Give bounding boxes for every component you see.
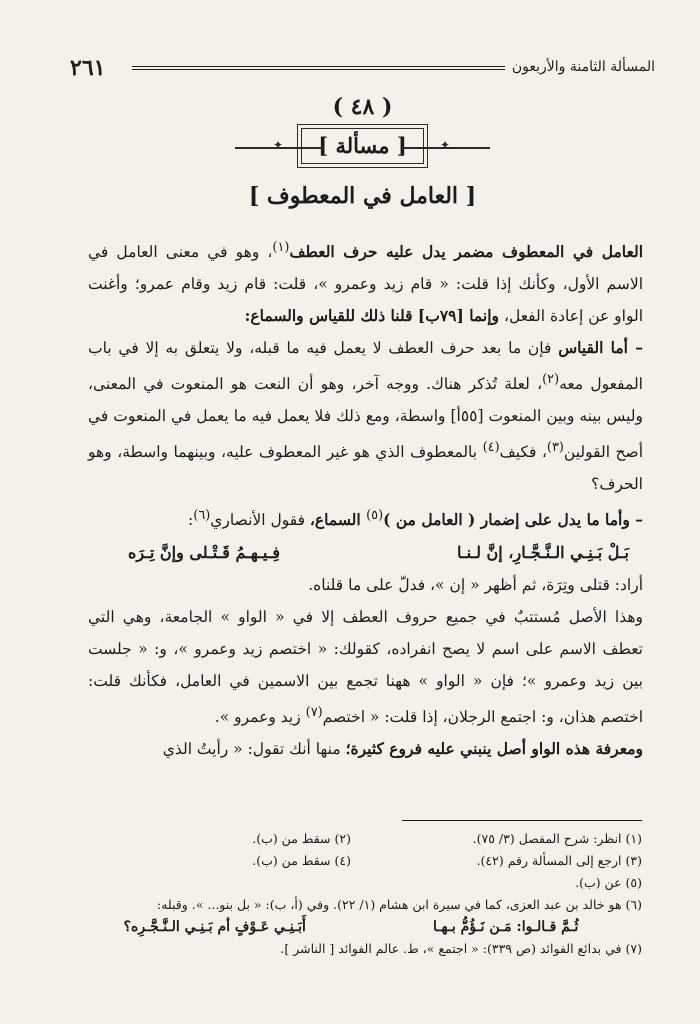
masala-heading bbox=[70, 128, 655, 168]
footnote-ref: (٣) bbox=[546, 440, 564, 456]
footnote-ref: (٢) bbox=[542, 372, 560, 388]
p2-lead: – أما القياس bbox=[558, 338, 643, 358]
running-title: المسألة الثامنة والأربعون bbox=[511, 59, 655, 75]
fn-verse-first-hemistich: ثُـمَّ قـالـوا: مَـن نَـؤُمُّ بـهـا bbox=[432, 919, 579, 935]
p3-colon: : bbox=[188, 511, 194, 530]
p3-bold: السماع، bbox=[309, 510, 367, 530]
p1-bold: العامل في المعطوف مضمر يدل عليه حرف العطف bbox=[289, 242, 644, 262]
p5-text: وهذا الأصل مُستتبٌ في جميع حروف العطف إلا في « الواو » الجامعة، وهي التي تعطف الاسم على اسم لا يصح انفراده، كقولك: « اختصم زيد وعمرو »، و: « جلست بين زيد وعمرو »؛ فإن « الواو » ههنا تجمع بين الاسمين في العامل، فكأنك قلت: اختصم هذان، و: اجتمع الرجلان، إذا قلت: « اختصم bbox=[88, 607, 643, 726]
p5-text-end: زيد وعمرو ». bbox=[214, 707, 306, 726]
p6-bold: ومعرفة هذه الواو أصل ينبني عليه فروع كثيرة؛ bbox=[345, 738, 643, 758]
footnote-row bbox=[60, 828, 642, 850]
footnote-row bbox=[60, 850, 642, 872]
p1-text: ، وهو في معنى العامل في الاسم الأول، وكأنك إذا قلت: « قام زيد وعمرو »، قلت: قام زيد وقام عمرو؛ وأغنت الواو عن إعادة الفعل، bbox=[88, 243, 643, 326]
footnote-5: (٥) عن (ب). bbox=[575, 875, 642, 890]
ornament-right bbox=[402, 147, 490, 149]
verse-first-hemistich: بَـلْ بَـنِـي الـنَّـجَّـارِ، إنَّ لـنـا bbox=[457, 542, 629, 562]
p2-text: فإن ما بعد حرف العطف لا يعمل فيه ما قبله، ولا يتعلق به إلا في باب المفعول معه bbox=[88, 339, 643, 394]
footnotes bbox=[60, 828, 642, 960]
paragraph-6 bbox=[88, 733, 643, 765]
footnote-4: (٤) سقط من (ب). bbox=[252, 853, 351, 868]
footnote-6: (٦) هو خالد بن عبد العزى، كما في سيرة ابن هشام (١/ ٢٢). وفي (أ، ب): « بل بنو... ». وقبله: bbox=[156, 897, 642, 912]
paragraph-3 bbox=[88, 500, 643, 536]
p4-text: أراد: قتلى وتِرَة، ثم أظهر « إن »، فدلّ على ما قلناه. bbox=[308, 575, 643, 594]
header-rule bbox=[132, 66, 505, 70]
fn-verse-second-hemistich: أَبَـنِـي عَـوْفٍ أم بَـنِـي الـنَّـجَّـرِه؟ bbox=[123, 919, 306, 935]
p2-text-4: بالمعطوف الذي هو غير المعطوف عليه، وبينهما واسطة، وهو الحرف؟ bbox=[88, 443, 643, 494]
topic-title: [ العامل في المعطوف ] bbox=[248, 183, 477, 209]
paragraph-2 bbox=[88, 332, 643, 500]
p2-text-2: ، لعلة تُذكر هناك. ووجه آخر، وهو أن النعت هو المنعوت في المعنى، وليس بينه وبين المنعوت [٥٥أ] واسطة، ومع ذلك فلا يعمل فيه ما يعمل في المنعوت في أصح القولين bbox=[88, 375, 644, 462]
p2-text-3: ، فكيف bbox=[499, 443, 547, 462]
running-header bbox=[70, 54, 655, 84]
verse-second-hemistich: فِـيـهـمُ قَـتْـلى وإنَّ تِـرَه bbox=[128, 542, 281, 562]
footnote-ref: (١) bbox=[272, 240, 290, 255]
issue-number: ( ٤٨ ) bbox=[332, 94, 393, 120]
paragraph-5 bbox=[88, 601, 643, 733]
footnote-verse bbox=[60, 916, 642, 938]
paragraph-1 bbox=[88, 232, 643, 332]
footnote-1: (١) انظر: شرح المفصل (٣/ ٧٥). bbox=[472, 831, 642, 846]
page-number: ٢٦١ bbox=[70, 55, 106, 81]
footnote-ref: (٦) bbox=[193, 508, 211, 524]
footnote-7: (٧) في بدائع الفوائد (ص ٣٣٩): « اجتمع »، ط. عالم الفوائد [ الناشر ]. bbox=[280, 941, 642, 956]
body-text bbox=[88, 232, 643, 765]
footnote-3: (٣) ارجع إلى المسألة رقم (٤٢). bbox=[476, 853, 642, 868]
footnote-ref: (٧) bbox=[305, 704, 323, 720]
footnote-ref: (٥) bbox=[366, 508, 384, 524]
p3-lead: – وأما ما يدل على إضمار ( العامل من ) bbox=[383, 510, 643, 530]
p6-text: منها أنك تقول: « رأيتُ الذي bbox=[162, 739, 346, 758]
footnote-separator bbox=[402, 820, 642, 821]
p1-tail-bold: وإنما [٧٩ب] قلنا ذلك للقياس والسماع: bbox=[244, 306, 500, 326]
ornament-left bbox=[235, 147, 323, 149]
poetry-verse bbox=[88, 537, 643, 569]
p3-text: فقول الأنصاري bbox=[210, 511, 310, 530]
footnote-ref: (٤) bbox=[482, 440, 500, 456]
paragraph-4 bbox=[88, 569, 643, 601]
masala-label: [ مسألة ] bbox=[301, 128, 424, 164]
footnote-2: (٢) سقط من (ب). bbox=[252, 831, 351, 846]
